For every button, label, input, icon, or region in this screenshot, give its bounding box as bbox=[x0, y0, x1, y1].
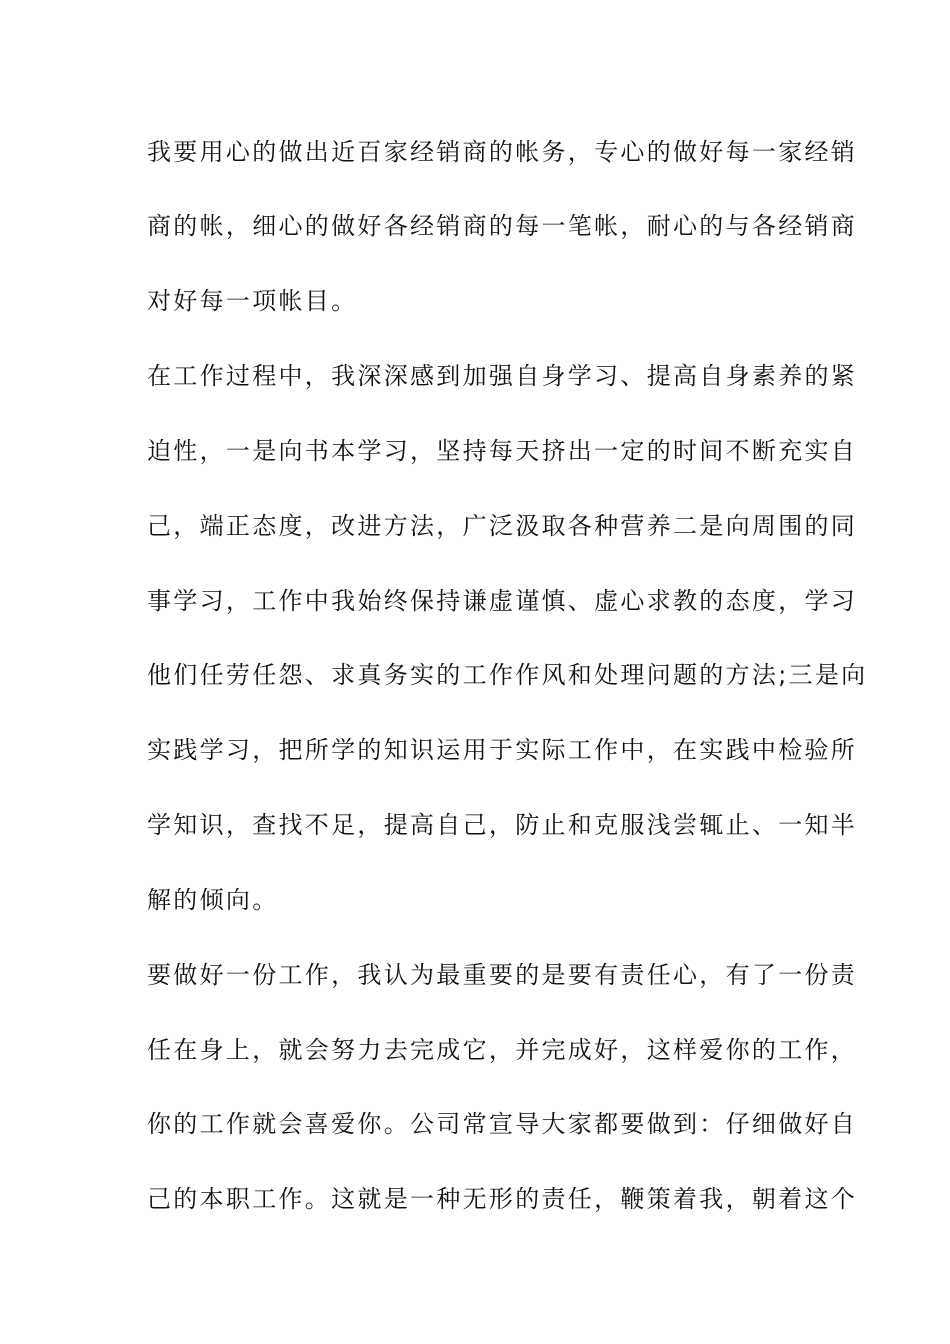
text-line: 要做好一份工作，我认为最重要的是要有责任心，有了一份责 bbox=[147, 961, 858, 989]
text-line: 解的倾向。 bbox=[147, 886, 279, 914]
text-line: 实践学习，把所学的知识运用于实际工作中，在实践中检验所 bbox=[147, 736, 858, 764]
text-line: 学知识，查找不足，提高自己，防止和克服浅尝辄止、一知半 bbox=[147, 811, 858, 839]
text-line: 己的本职工作。这就是一种无形的责任，鞭策着我，朝着这个 bbox=[147, 1185, 858, 1213]
text-line: 他们任劳任怨、求真务实的工作作风和处理问题的方法;三是向 bbox=[147, 661, 868, 689]
text-line: 事学习，工作中我始终保持谦虚谨慎、虚心求教的态度，学习 bbox=[147, 587, 858, 615]
text-line: 你的工作就会喜爱你。公司常宣导大家都要做到：仔细做好自 bbox=[147, 1110, 858, 1138]
text-line: 商的帐，细心的做好各经销商的每一笔帐，耐心的与各经销商 bbox=[147, 212, 858, 240]
text-line: 对好每一项帐目。 bbox=[147, 287, 358, 315]
text-line: 迫性，一是向书本学习，坚持每天挤出一定的时间不断充实自 bbox=[147, 437, 858, 465]
text-line: 己，端正态度，改进方法，广泛汲取各种营养二是向周围的同 bbox=[147, 512, 858, 540]
text-line: 任在身上，就会努力去完成它，并完成好，这样爱你的工作， bbox=[147, 1036, 858, 1064]
text-line: 在工作过程中，我深深感到加强自身学习、提高自身素养的紧 bbox=[147, 362, 858, 390]
text-line: 我要用心的做出近百家经销商的帐务，专心的做好每一家经销 bbox=[147, 138, 858, 166]
